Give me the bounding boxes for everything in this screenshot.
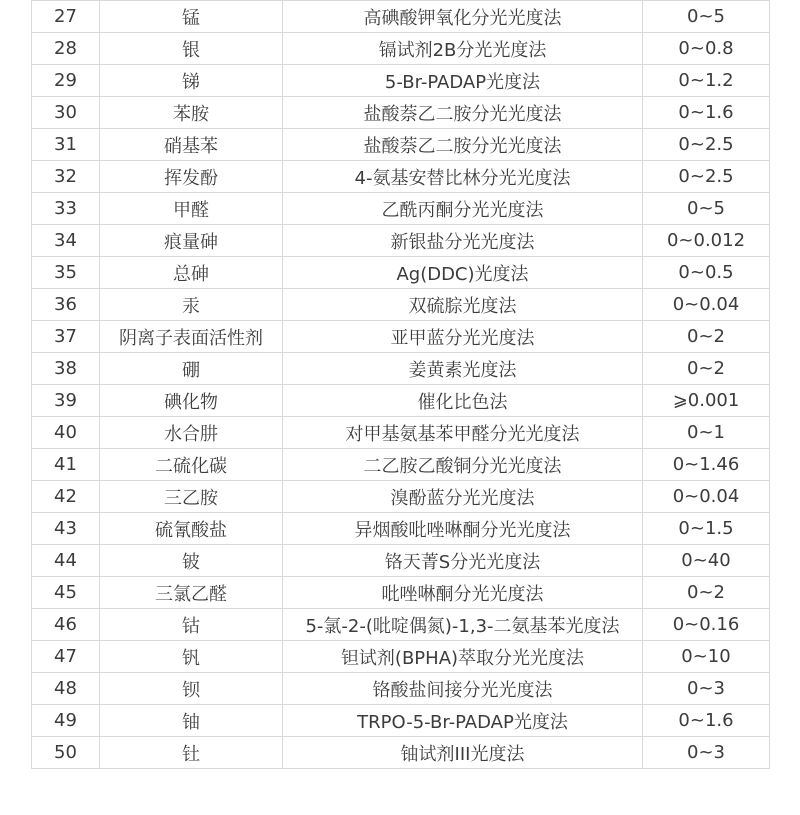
method-cell: 5-Br-PADAP光度法 xyxy=(283,65,643,97)
detection-table xyxy=(31,0,770,769)
row-number-cell: 43 xyxy=(32,513,100,545)
row-number-cell: 41 xyxy=(32,449,100,481)
method-cell: 二乙胺乙酸铜分光光度法 xyxy=(283,449,643,481)
row-number-cell: 30 xyxy=(32,97,100,129)
table-row xyxy=(32,321,770,353)
analyte-cell: 甲醛 xyxy=(100,193,283,225)
detection-table-container xyxy=(31,0,769,769)
range-cell: 0~2.5 xyxy=(643,129,770,161)
row-number-cell: 42 xyxy=(32,481,100,513)
row-number-cell: 48 xyxy=(32,673,100,705)
range-cell: 0~2 xyxy=(643,353,770,385)
table-row xyxy=(32,65,770,97)
table-row xyxy=(32,353,770,385)
method-cell: 新银盐分光光度法 xyxy=(283,225,643,257)
range-cell: 0~0.8 xyxy=(643,33,770,65)
analyte-cell: 总砷 xyxy=(100,257,283,289)
analyte-cell: 锰 xyxy=(100,1,283,33)
range-cell: 0~5 xyxy=(643,1,770,33)
analyte-cell: 挥发酚 xyxy=(100,161,283,193)
method-cell: 溴酚蓝分光光度法 xyxy=(283,481,643,513)
method-cell: 铬天菁S分光光度法 xyxy=(283,545,643,577)
table-row xyxy=(32,481,770,513)
range-cell: 0~5 xyxy=(643,193,770,225)
table-row xyxy=(32,673,770,705)
table-row xyxy=(32,161,770,193)
range-cell: 0~1.2 xyxy=(643,65,770,97)
analyte-cell: 二硫化碳 xyxy=(100,449,283,481)
row-number-cell: 49 xyxy=(32,705,100,737)
analyte-cell: 三乙胺 xyxy=(100,481,283,513)
table-row xyxy=(32,257,770,289)
method-cell: 铬酸盐间接分光光度法 xyxy=(283,673,643,705)
analyte-cell: 硝基苯 xyxy=(100,129,283,161)
table-row xyxy=(32,97,770,129)
analyte-cell: 锑 xyxy=(100,65,283,97)
range-cell: 0~10 xyxy=(643,641,770,673)
analyte-cell: 三氯乙醛 xyxy=(100,577,283,609)
table-row xyxy=(32,641,770,673)
row-number-cell: 32 xyxy=(32,161,100,193)
method-cell: 亚甲蓝分光光度法 xyxy=(283,321,643,353)
analyte-cell: 铍 xyxy=(100,545,283,577)
row-number-cell: 39 xyxy=(32,385,100,417)
method-cell: TRPO-5-Br-PADAP光度法 xyxy=(283,705,643,737)
analyte-cell: 汞 xyxy=(100,289,283,321)
table-row xyxy=(32,33,770,65)
row-number-cell: 45 xyxy=(32,577,100,609)
table-row xyxy=(32,289,770,321)
range-cell: 0~0.04 xyxy=(643,481,770,513)
table-row xyxy=(32,705,770,737)
table-row xyxy=(32,545,770,577)
row-number-cell: 35 xyxy=(32,257,100,289)
method-cell: 铀试剂III光度法 xyxy=(283,737,643,769)
table-row xyxy=(32,385,770,417)
analyte-cell: 钴 xyxy=(100,609,283,641)
analyte-cell: 苯胺 xyxy=(100,97,283,129)
method-cell: 4-氨基安替比林分光光度法 xyxy=(283,161,643,193)
analyte-cell: 钡 xyxy=(100,673,283,705)
range-cell: 0~0.012 xyxy=(643,225,770,257)
method-cell: 乙酰丙酮分光光度法 xyxy=(283,193,643,225)
row-number-cell: 29 xyxy=(32,65,100,97)
row-number-cell: 36 xyxy=(32,289,100,321)
range-cell: 0~3 xyxy=(643,673,770,705)
range-cell: 0~3 xyxy=(643,737,770,769)
range-cell: 0~2 xyxy=(643,321,770,353)
range-cell: 0~0.16 xyxy=(643,609,770,641)
row-number-cell: 38 xyxy=(32,353,100,385)
range-cell: 0~0.04 xyxy=(643,289,770,321)
analyte-cell: 痕量砷 xyxy=(100,225,283,257)
table-body xyxy=(32,1,770,769)
table-row xyxy=(32,577,770,609)
method-cell: 高碘酸钾氧化分光光度法 xyxy=(283,1,643,33)
row-number-cell: 33 xyxy=(32,193,100,225)
range-cell: 0~2.5 xyxy=(643,161,770,193)
method-cell: 姜黄素光度法 xyxy=(283,353,643,385)
table-row xyxy=(32,1,770,33)
analyte-cell: 水合肼 xyxy=(100,417,283,449)
row-number-cell: 44 xyxy=(32,545,100,577)
row-number-cell: 34 xyxy=(32,225,100,257)
method-cell: 催化比色法 xyxy=(283,385,643,417)
range-cell: 0~1 xyxy=(643,417,770,449)
table-row xyxy=(32,225,770,257)
analyte-cell: 铀 xyxy=(100,705,283,737)
range-cell: ⩾0.001 xyxy=(643,385,770,417)
method-cell: 盐酸萘乙二胺分光光度法 xyxy=(283,129,643,161)
analyte-cell: 阴离子表面活性剂 xyxy=(100,321,283,353)
row-number-cell: 31 xyxy=(32,129,100,161)
row-number-cell: 40 xyxy=(32,417,100,449)
row-number-cell: 50 xyxy=(32,737,100,769)
table-row xyxy=(32,513,770,545)
row-number-cell: 46 xyxy=(32,609,100,641)
range-cell: 0~1.46 xyxy=(643,449,770,481)
analyte-cell: 硫氰酸盐 xyxy=(100,513,283,545)
table-row xyxy=(32,737,770,769)
range-cell: 0~1.6 xyxy=(643,705,770,737)
row-number-cell: 28 xyxy=(32,33,100,65)
method-cell: 对甲基氨基苯甲醛分光光度法 xyxy=(283,417,643,449)
table-row xyxy=(32,449,770,481)
method-cell: 吡唑啉酮分光光度法 xyxy=(283,577,643,609)
method-cell: 双硫腙光度法 xyxy=(283,289,643,321)
range-cell: 0~0.5 xyxy=(643,257,770,289)
method-cell: 异烟酸吡唑啉酮分光光度法 xyxy=(283,513,643,545)
row-number-cell: 37 xyxy=(32,321,100,353)
analyte-cell: 银 xyxy=(100,33,283,65)
analyte-cell: 钒 xyxy=(100,641,283,673)
method-cell: 盐酸萘乙二胺分光光度法 xyxy=(283,97,643,129)
method-cell: 钽试剂(BPHA)萃取分光光度法 xyxy=(283,641,643,673)
method-cell: 5-氯-2-(吡啶偶氮)-1,3-二氨基苯光度法 xyxy=(283,609,643,641)
table-row xyxy=(32,609,770,641)
analyte-cell: 碘化物 xyxy=(100,385,283,417)
table-row xyxy=(32,129,770,161)
range-cell: 0~1.5 xyxy=(643,513,770,545)
range-cell: 0~2 xyxy=(643,577,770,609)
method-cell: Ag(DDC)光度法 xyxy=(283,257,643,289)
table-row xyxy=(32,417,770,449)
analyte-cell: 钍 xyxy=(100,737,283,769)
table-row xyxy=(32,193,770,225)
row-number-cell: 27 xyxy=(32,1,100,33)
analyte-cell: 硼 xyxy=(100,353,283,385)
method-cell: 镉试剂2B分光光度法 xyxy=(283,33,643,65)
row-number-cell: 47 xyxy=(32,641,100,673)
range-cell: 0~40 xyxy=(643,545,770,577)
range-cell: 0~1.6 xyxy=(643,97,770,129)
